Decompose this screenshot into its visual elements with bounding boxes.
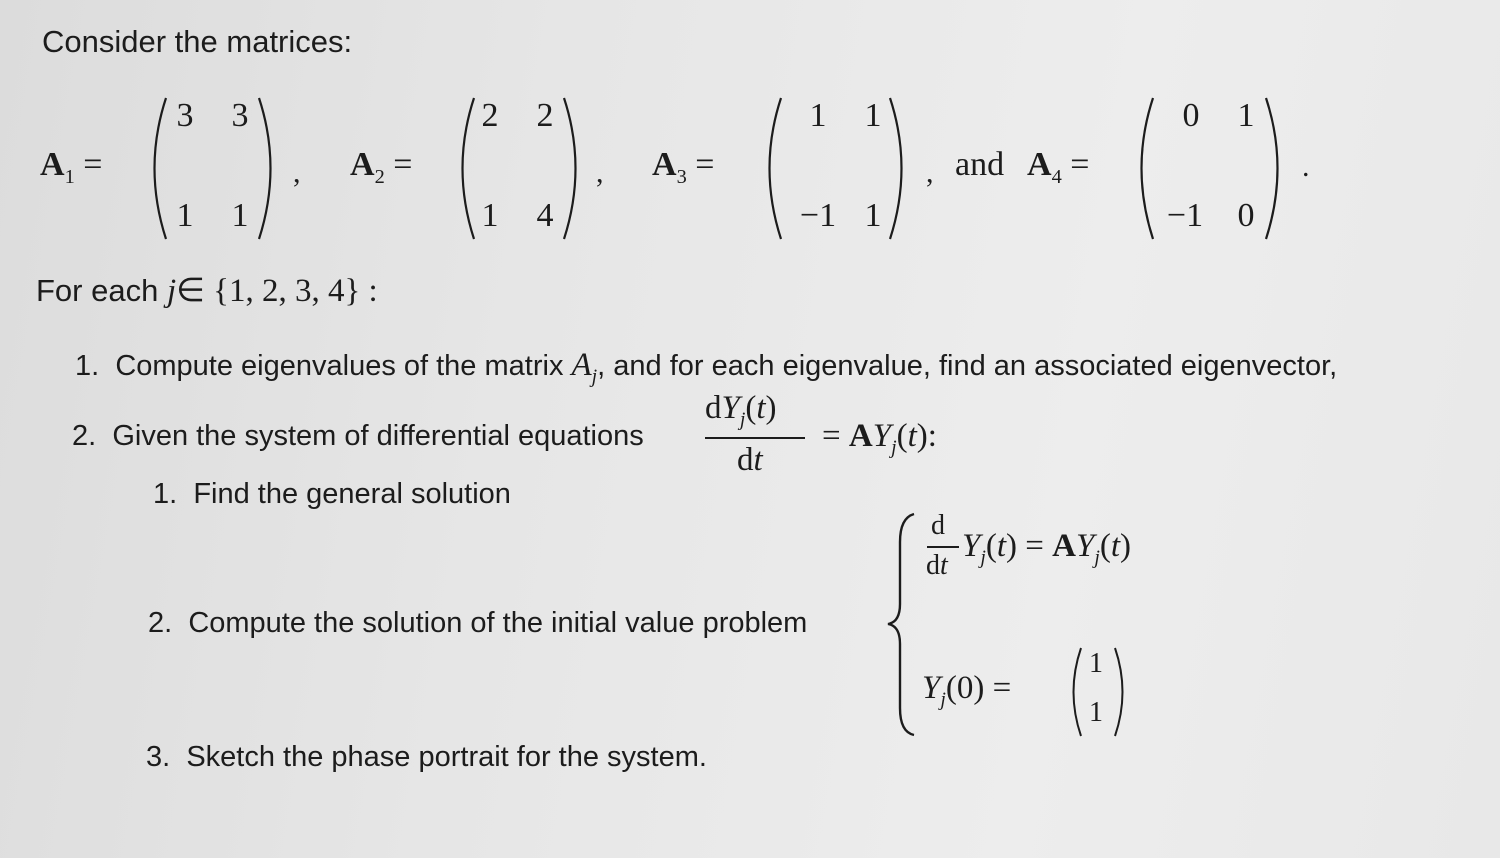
matrix-a4-cell-12: 1 bbox=[1237, 97, 1255, 134]
matrix-a2-cell-12: 2 bbox=[536, 97, 554, 134]
period: . bbox=[1302, 150, 1310, 183]
intro-text: Consider the matrices: bbox=[42, 24, 353, 59]
ivp-fraction-bar bbox=[927, 546, 959, 548]
foreach-line: For each j∈ {1, 2, 3, 4} : bbox=[36, 273, 378, 309]
sub-item-1: 1. Find the general solution bbox=[153, 478, 511, 510]
left-paren-a3 bbox=[755, 96, 785, 241]
ivp-initial-condition: $Y_j(0)$ = bbox=[922, 670, 1012, 711]
ivp-left-paren bbox=[1064, 646, 1084, 738]
list-item-2: 2. Given the system of differential equations bbox=[72, 420, 644, 452]
matrix-a1-cell-21: 1 bbox=[176, 197, 194, 234]
matrix-a3-cell-11: 1 bbox=[809, 97, 827, 134]
comma: , bbox=[926, 156, 934, 189]
ivp-d-top: d bbox=[931, 510, 945, 541]
ivp-vector-bottom: 1 bbox=[1089, 697, 1103, 728]
and-word: and bbox=[955, 146, 1005, 183]
comma: , bbox=[596, 156, 604, 189]
derivative-denominator: dt bbox=[737, 442, 763, 478]
matrix-a2-cell-21: 1 bbox=[481, 197, 499, 234]
fraction-bar bbox=[705, 437, 805, 439]
matrix-label-a1: $A_1$ = bbox=[40, 146, 103, 188]
matrix-a2-cell-11: 2 bbox=[481, 97, 499, 134]
left-brace bbox=[884, 512, 924, 737]
ivp-right-paren bbox=[1112, 646, 1132, 738]
matrix-a1-cell-12: 3 bbox=[231, 97, 249, 134]
matrix-label-a4: $A_4$ = bbox=[1027, 146, 1090, 188]
matrix-a3-cell-22: 1 bbox=[864, 197, 882, 234]
matrix-a1-cell-11: 3 bbox=[176, 97, 194, 134]
list-item-1: 1. Compute eigenvalues of the matrix $A_j$, and for each eigenvalue, find an associated eigenvector, bbox=[75, 347, 1338, 388]
matrix-a4-cell-22: 0 bbox=[1237, 197, 1255, 234]
derivative-numerator: $dY_j(t)$ bbox=[705, 390, 777, 431]
right-paren-a3 bbox=[886, 96, 916, 241]
sub-item-2: 2. Compute the solution of the initial value problem bbox=[148, 607, 808, 639]
matrix-a3-cell-21: −1 bbox=[799, 197, 837, 234]
matrix-label-a3: $A_3$ = bbox=[652, 146, 715, 188]
right-paren-a4 bbox=[1262, 96, 1292, 241]
comma: , bbox=[293, 156, 301, 189]
ode-rhs: = $AY_j(t)$: bbox=[822, 418, 937, 459]
ivp-vector-top: 1 bbox=[1089, 648, 1103, 679]
ivp-equation: $Y_j(t) = AY_j(t)$ bbox=[962, 528, 1132, 569]
ivp-dt: dt bbox=[926, 550, 948, 581]
list-item-3: 3. Sketch the phase portrait for the system. bbox=[146, 741, 707, 773]
matrix-a3-cell-12: 1 bbox=[864, 97, 882, 134]
right-paren-a1 bbox=[255, 96, 285, 241]
matrix-a4-cell-11: 0 bbox=[1182, 97, 1200, 134]
matrix-a1-cell-22: 1 bbox=[231, 197, 249, 234]
matrix-label-a2: $A_2$ = bbox=[350, 146, 413, 188]
right-paren-a2 bbox=[560, 96, 590, 241]
matrix-a2-cell-22: 4 bbox=[536, 197, 554, 234]
matrix-a4-cell-21: −1 bbox=[1166, 197, 1204, 234]
